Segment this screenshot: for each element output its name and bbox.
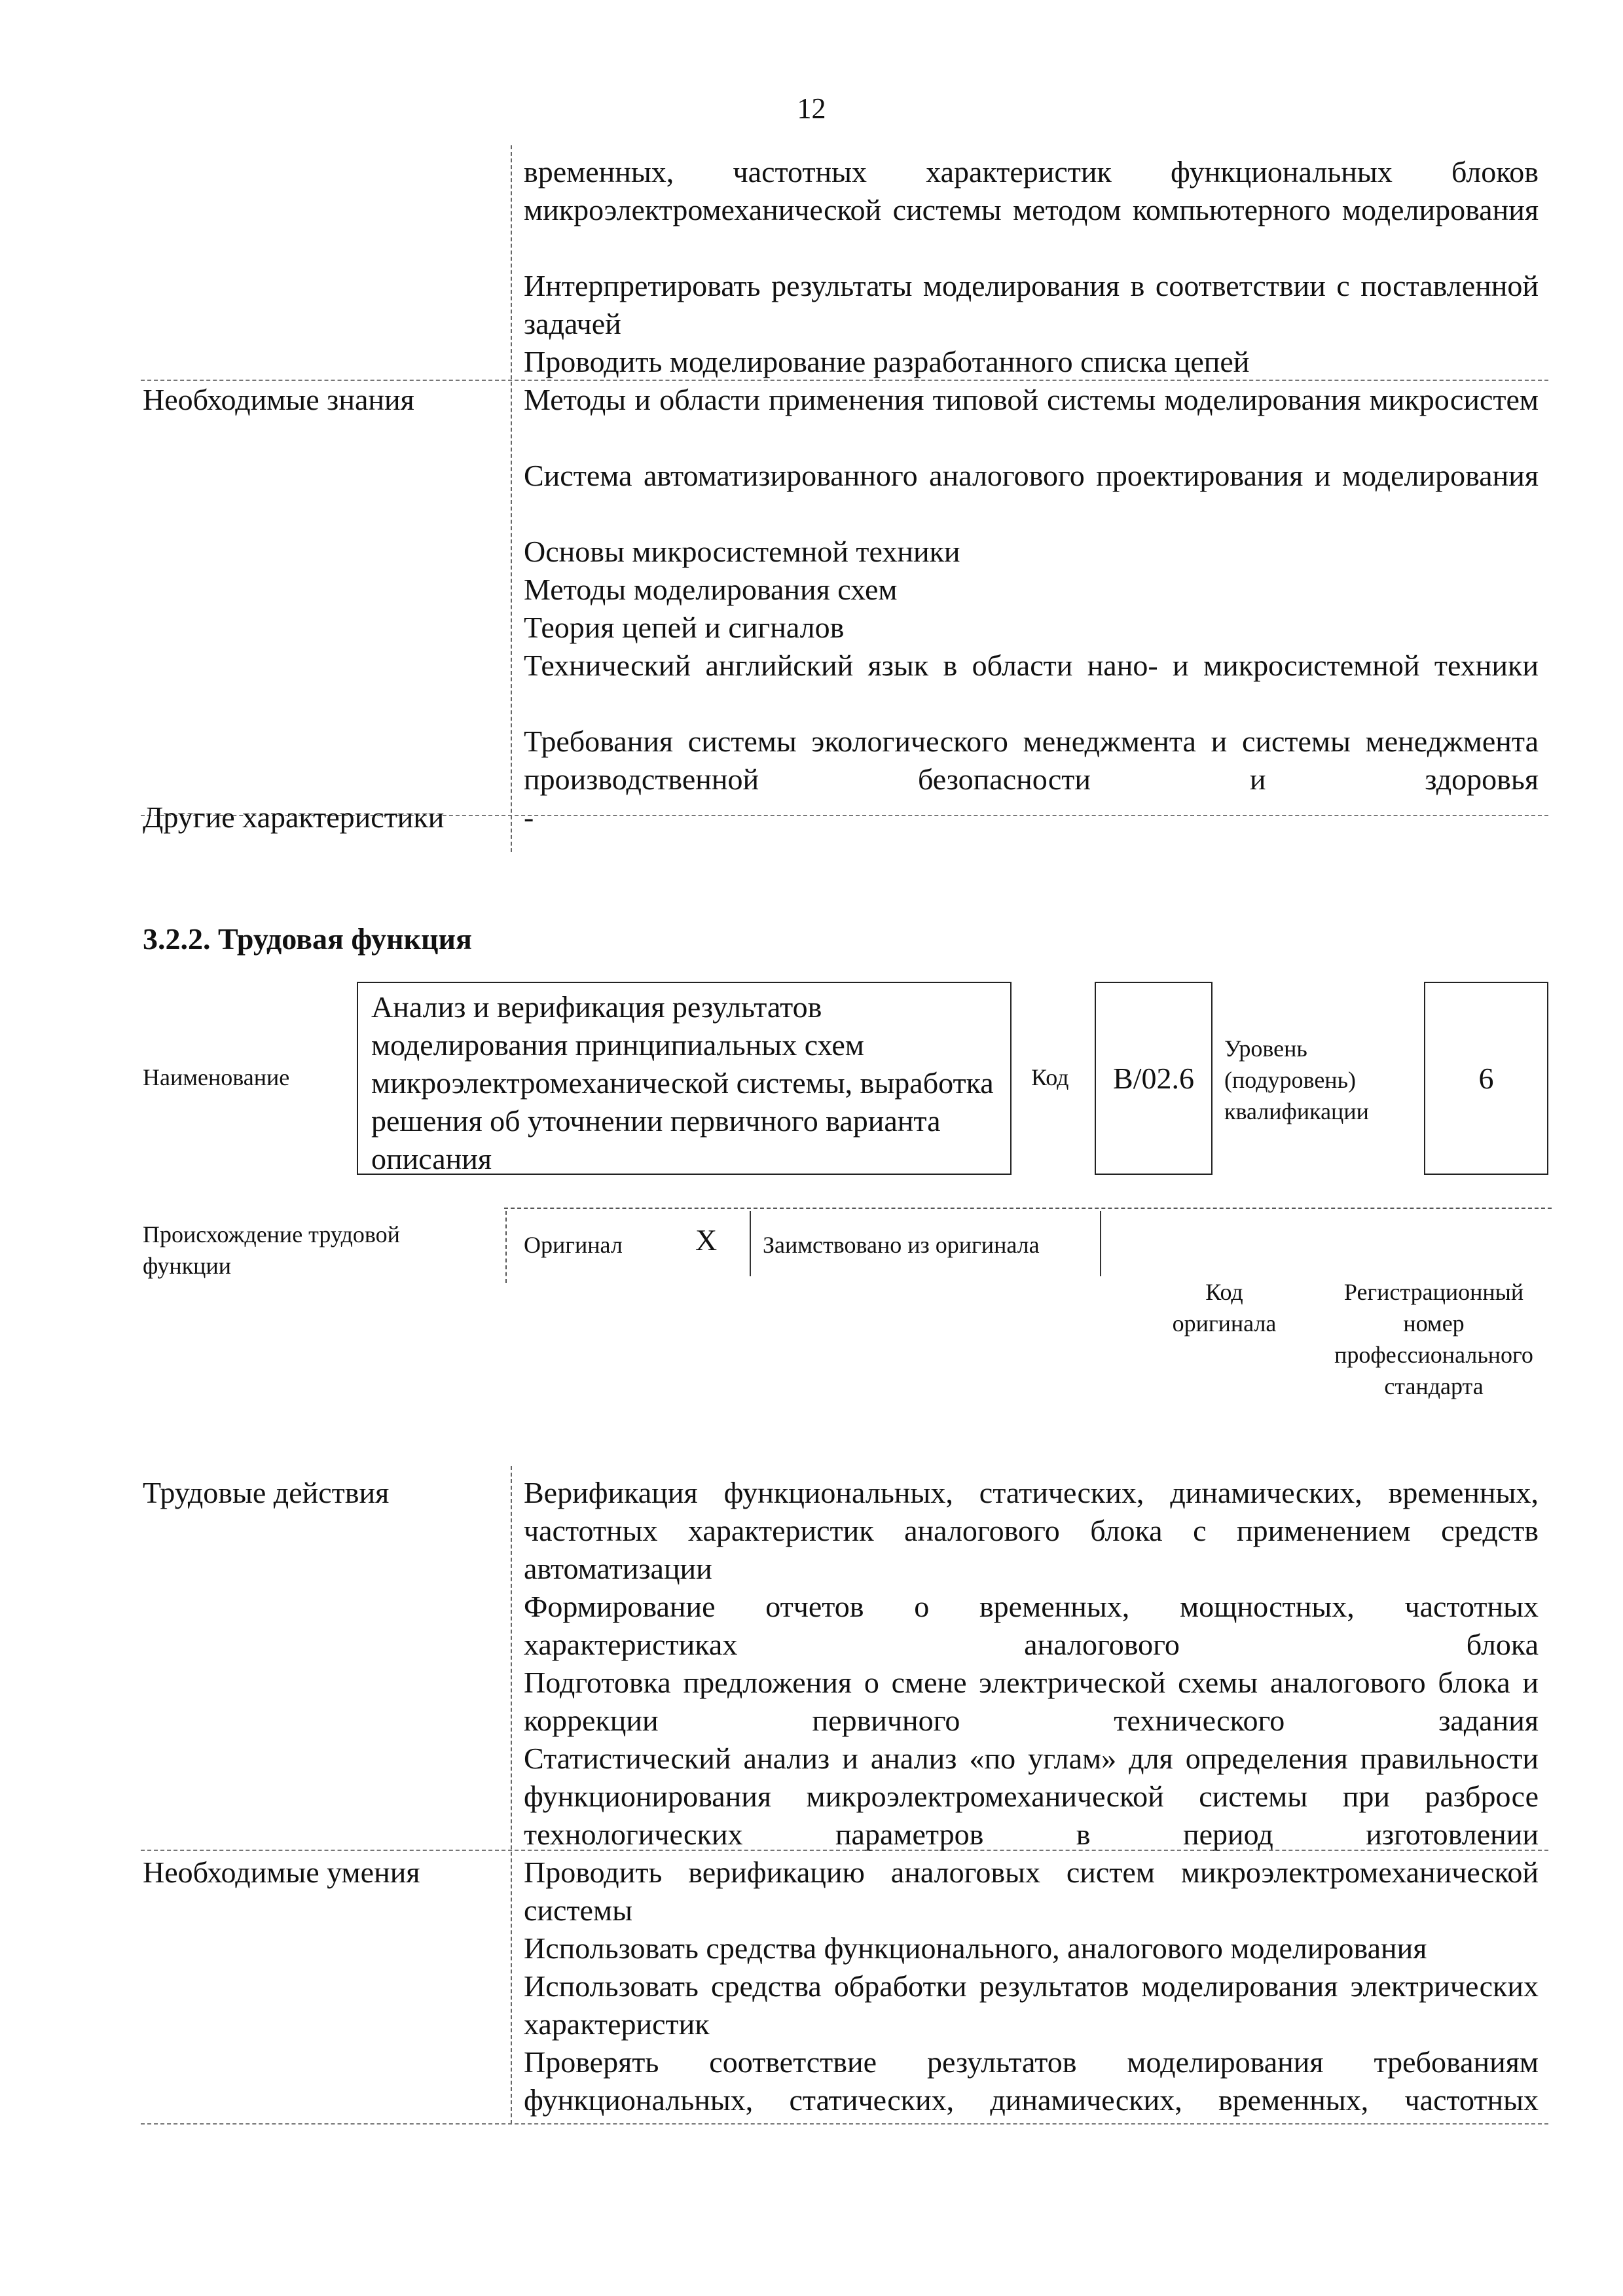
table1-item: Методы моделирования схем (524, 573, 898, 606)
table2-item: Подготовка предложения о смене электрической схемы аналогового блока и коррекции первичного технического задания (524, 1666, 1539, 1737)
table1-item: Система автоматизированного аналогового проектирования и моделирования (524, 459, 1539, 492)
code-label: Код (1031, 1064, 1069, 1090)
other-characteristics-label: Другие характеристики (143, 800, 445, 834)
table1-item: Требования системы экологического менеджмента и системы менеджмента производственной безопасности и здоровья (524, 725, 1539, 796)
origin-separator (1100, 1211, 1101, 1276)
registration-number-label: Регистрационный номер профессионального стандарта (1334, 1279, 1533, 1399)
table1-item: Теория цепей и сигналов (524, 611, 845, 644)
table1-item: Проводить моделирование разработанного списка цепей (524, 345, 1250, 378)
table2-item: Использовать средства функционального, аналогового моделирования (524, 1931, 1427, 1965)
table2-item: Формирование отчетов о временных, мощностных, частотных характеристиках аналогового блока (524, 1590, 1539, 1661)
table2-item: Проверять соответствие результатов моделирования требованиям функциональных, статических, динамических, временных, частотных (524, 2045, 1539, 2117)
table1-column-divider (511, 145, 512, 852)
function-name-text: Анализ и верификация результатов моделирования принципиальных схем микроэлектромеханической системы, выработка решения об уточнении первичного варианта описания (371, 990, 994, 1175)
table1-item: Основы микросистемной техники (524, 535, 960, 568)
knowledge-label: Необходимые знания (143, 383, 414, 416)
page-number: 12 (797, 92, 826, 124)
code-value: B/02.6 (1113, 1062, 1194, 1095)
table1-item: Методы и области применения типовой системы моделирования микросистем (524, 383, 1539, 416)
table1-item: Технический английский язык в области нано- и микросистемной техники (524, 649, 1539, 682)
table2-column-divider (511, 1466, 512, 2124)
borrowed-label: Заимствовано из оригинала (763, 1232, 1040, 1258)
table1-item: - (524, 800, 534, 834)
name-label: Наименование (143, 1064, 290, 1090)
function-name-box (357, 982, 1012, 1175)
level-label: Уровень (подуровень) квалификации (1224, 1035, 1369, 1124)
table2-item: Статистический анализ и анализ «по углам» для определения правильности функционирования микроэлектромеханической системы при разбросе технологических параметров в период изготовлении (524, 1742, 1539, 1851)
origin-left-border (505, 1211, 507, 1283)
original-code-label: Код оригинала (1172, 1279, 1277, 1336)
required-skills-label: Необходимые умения (143, 1856, 420, 1889)
level-value: 6 (1478, 1062, 1494, 1095)
table1-item: Интерпретировать результаты моделирования в соответствии с поставленной задачей (524, 269, 1539, 340)
labor-actions-label: Трудовые действия (143, 1476, 390, 1509)
level-box (1424, 982, 1548, 1175)
section-title: 3.2.2. Трудовая функция (143, 922, 472, 956)
table1-item: временных, частотных характеристик функциональных блоков микроэлектромеханической системы методом компьютерного моделирования (524, 155, 1539, 226)
origin-label: Происхождение трудовой функции (143, 1221, 400, 1279)
table2-bottom-line (141, 2123, 1548, 2125)
code-box (1095, 982, 1213, 1175)
original-mark: X (695, 1223, 718, 1257)
table2-item: Использовать средства обработки результатов моделирования электрических характеристик (524, 1969, 1539, 2041)
original-label: Оригинал (524, 1232, 623, 1258)
table2-item: Проводить верификацию аналоговых систем микроэлектромеханической системы (524, 1856, 1539, 1927)
origin-separator (750, 1211, 751, 1276)
table2-item: Верификация функциональных, статических, динамических, временных, частотных характеристик аналогового блока с применением средств автоматизации (524, 1476, 1539, 1585)
